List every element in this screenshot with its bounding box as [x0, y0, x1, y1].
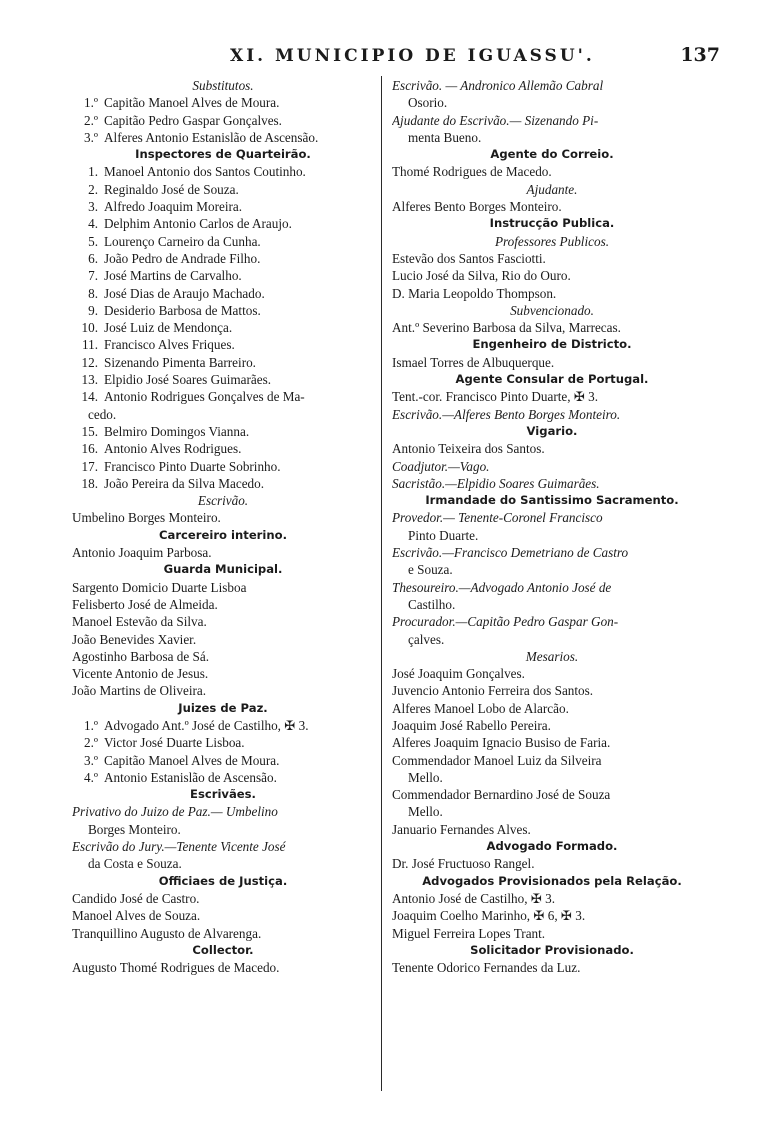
section-heading	[392, 873, 712, 890]
entry-text: Delphim Antonio Carlos de Araujo.	[104, 216, 292, 232]
entry-text: Francisco Pinto Duarte Sobrinho.	[104, 458, 281, 474]
entry-line	[392, 855, 712, 872]
role-entry	[392, 112, 712, 129]
entry-number: 9.	[88, 302, 98, 318]
role-label: Escrivão.	[392, 545, 443, 561]
entry-number: 15.	[81, 423, 98, 439]
entry-line	[72, 509, 374, 526]
role-label: Procurador.	[392, 614, 456, 630]
subsection-heading-text: Substitutos.	[192, 78, 254, 93]
numbered-entry	[72, 354, 374, 371]
numbered-entry	[72, 129, 374, 146]
entry-line	[392, 163, 712, 180]
entry-text: José Martins de Carvalho.	[104, 268, 242, 284]
entry-text: Tranquillino Augusto de Alvarenga.	[72, 925, 262, 941]
entry-line	[392, 734, 712, 751]
continuation-text: da Costa e Souza.	[88, 856, 182, 872]
entry-continuation	[392, 94, 712, 111]
entry-number: 5.	[88, 233, 98, 249]
role-holder: —Tenente Vicente José	[164, 839, 286, 855]
numbered-entry	[72, 163, 374, 180]
entry-text: Alfredo Joaquim Moreira.	[104, 199, 243, 215]
entry-line	[72, 665, 374, 682]
section-heading-text: Vigario.	[526, 423, 578, 438]
section-heading	[72, 146, 374, 163]
entry-line	[392, 925, 712, 942]
entry-number: 11.	[82, 337, 98, 353]
role-entry	[392, 544, 712, 561]
entry-number: 4.	[88, 216, 98, 232]
entry-text: Januario Fernandes Alves.	[392, 821, 531, 837]
entry-line	[392, 285, 712, 302]
entry-line	[392, 250, 712, 267]
entry-line	[72, 544, 374, 561]
entry-text: José Joaquim Gonçalves.	[392, 666, 525, 682]
entry-number: 1.º	[84, 95, 98, 111]
entry-text: João Pedro de Andrade Filho.	[104, 250, 261, 266]
entry-text: João Martins de Oliveira.	[72, 683, 207, 699]
subsection-heading-text: Ajudante.	[526, 181, 578, 197]
section-heading-text: Carcereiro interino.	[158, 527, 287, 542]
numbered-entry	[72, 423, 374, 440]
numbered-entry	[72, 458, 374, 475]
entry-number: 3.º	[84, 129, 98, 145]
role-entry	[392, 579, 712, 596]
entry-text: Alferes Joaquim Ignacio Busiso de Faria.	[392, 735, 611, 751]
entry-text: João Benevides Xavier.	[72, 631, 197, 647]
section-heading	[392, 423, 712, 440]
role-entry	[392, 77, 712, 94]
section-heading	[392, 942, 712, 959]
entry-number: 16.	[81, 441, 98, 457]
entry-number: 8.	[88, 285, 98, 301]
role-label: Privativo do Juizo de Paz.	[72, 804, 211, 820]
entry-text: Thomé Rodrigues de Macedo.	[392, 164, 552, 180]
continuation-text: Mello.	[408, 769, 443, 785]
entry-text: Vicente Antonio de Jesus.	[72, 666, 209, 682]
continuation-text: çalves.	[408, 631, 445, 647]
entry-number: 17.	[81, 458, 98, 474]
entry-continuation	[392, 561, 712, 578]
entry-number: 13.	[81, 372, 98, 388]
entry-text: Antonio Alves Rodrigues.	[104, 441, 242, 457]
continuation-text: Osorio.	[408, 95, 448, 111]
entry-line	[392, 354, 712, 371]
column-divider	[381, 76, 382, 1091]
subsection-heading-text: Mesarios.	[525, 648, 579, 664]
entry-text: Reginaldo José de Souza.	[104, 181, 239, 197]
entry-line	[72, 613, 374, 630]
section-heading	[392, 838, 712, 855]
subsection-heading	[392, 648, 712, 665]
role-entry	[392, 509, 712, 526]
entry-number: 2.	[88, 181, 98, 197]
entry-text: Tenente Odorico Fernandes da Luz.	[392, 960, 581, 976]
entry-line	[392, 821, 712, 838]
subsection-heading	[392, 233, 712, 250]
numbered-entry	[72, 198, 374, 215]
entry-text: D. Maria Leopoldo Thompson.	[392, 285, 557, 301]
entry-text: Tent.-cor. Francisco Pinto Duarte, ✠ 3.	[392, 389, 599, 405]
entry-continuation	[392, 631, 712, 648]
entry-line	[392, 959, 712, 976]
entry-number: 12.	[81, 354, 98, 370]
section-heading	[392, 146, 712, 163]
role-holder: —Elpidio Soares Guimarães.	[445, 475, 600, 491]
entry-text: José Luiz de Mendonça.	[104, 320, 233, 336]
role-holder: —Advogado Antonio José de	[458, 579, 612, 595]
role-entry	[392, 475, 712, 492]
numbered-entry	[72, 371, 374, 388]
continuation-text: cedo.	[88, 406, 117, 422]
entry-text: José Dias de Araujo Machado.	[104, 285, 265, 301]
entry-text: Ant.º Severino Barbosa da Silva, Marrecas.	[392, 320, 621, 336]
entry-line	[392, 752, 712, 769]
subsection-heading	[392, 181, 712, 198]
entry-text: Dr. José Fructuoso Rangel.	[392, 856, 535, 872]
entry-line	[72, 890, 374, 907]
entry-text: Sizenando Pimenta Barreiro.	[104, 354, 256, 370]
section-heading-text: Inspectores de Quarteirão.	[135, 147, 311, 162]
subsection-heading	[392, 302, 712, 319]
entry-text: Miguel Ferreira Lopes Trant.	[392, 925, 546, 941]
entry-line	[392, 700, 712, 717]
continuation-text: Pinto Duarte.	[408, 527, 479, 543]
section-heading	[72, 527, 374, 544]
numbered-entry	[72, 94, 374, 111]
subsection-heading-text: Subvencionado.	[510, 302, 594, 318]
role-holder: —Alferes Bento Borges Monteiro.	[442, 406, 621, 422]
entry-text: Antonio Estanislão de Ascensão.	[104, 769, 277, 785]
entry-text: Alferes Manoel Lobo de Alarcão.	[392, 700, 569, 716]
section-heading	[392, 215, 712, 232]
role-holder: — Tenente-Coronel Francisco	[443, 510, 603, 526]
role-entry	[72, 838, 374, 855]
role-entry	[72, 803, 374, 820]
entry-text: Joaquim Coelho Marinho, ✠ 6, ✠ 3.	[392, 908, 586, 924]
entry-text: Antonio Teixeira dos Santos.	[392, 441, 545, 457]
entry-text: Capitão Manoel Alves de Moura.	[104, 752, 280, 768]
section-heading	[392, 336, 712, 353]
entry-number: 2.º	[84, 112, 98, 128]
section-heading-text: Engenheiro de Districto.	[472, 337, 632, 352]
section-heading	[72, 561, 374, 578]
section-heading-text: Advogado Formado.	[486, 839, 618, 854]
entry-text: Augusto Thomé Rodrigues de Macedo.	[72, 960, 280, 976]
section-heading-text: Juizes de Paz.	[178, 700, 268, 715]
section-heading-text: Officiaes de Justiça.	[158, 873, 288, 888]
role-label: Sacristão.	[392, 475, 446, 491]
numbered-entry	[72, 267, 374, 284]
entry-continuation	[72, 821, 374, 838]
section-heading	[72, 700, 374, 717]
entry-line	[392, 440, 712, 457]
entry-line	[72, 596, 374, 613]
role-label: Escrivão do Jury.	[72, 839, 165, 855]
numbered-entry	[72, 250, 374, 267]
entry-line	[392, 717, 712, 734]
role-label: Escrivão.	[392, 406, 443, 422]
entry-text: Commendador Manoel Luiz da Silveira	[392, 752, 602, 768]
entry-number: 14.	[81, 389, 98, 405]
numbered-entry	[72, 181, 374, 198]
entry-line	[392, 890, 712, 907]
entry-line	[72, 682, 374, 699]
page-number: 137	[680, 44, 720, 66]
entry-number: 6.	[88, 250, 98, 266]
continuation-text: menta Bueno.	[408, 129, 482, 145]
entry-text: Belmiro Domingos Vianna.	[104, 423, 250, 439]
section-heading-text: Agente Consular de Portugal.	[455, 372, 649, 387]
role-entry	[392, 406, 712, 423]
right-column	[392, 77, 712, 976]
entry-line	[392, 267, 712, 284]
entry-text: Juvencio Antonio Ferreira dos Santos.	[392, 683, 594, 699]
entry-text: Francisco Alves Friques.	[104, 337, 235, 353]
role-holder: —Vago.	[448, 458, 490, 474]
entry-continuation	[392, 527, 712, 544]
role-label: Ajudante do Escrivão.	[392, 112, 510, 128]
section-heading-text: Irmandade do Santissimo Sacramento.	[425, 493, 679, 508]
entry-text: Felisberto José de Almeida.	[72, 596, 218, 612]
left-column	[72, 77, 374, 976]
continuation-text: Castilho.	[408, 596, 456, 612]
numbered-entry	[72, 215, 374, 232]
entry-number: 1.	[88, 164, 98, 180]
entry-number: 3.	[88, 199, 98, 215]
continuation-text: Mello.	[408, 804, 443, 820]
entry-number: 1.º	[84, 717, 98, 733]
numbered-entry	[72, 319, 374, 336]
entry-text: Alferes Antonio Estanislão de Ascensão.	[104, 129, 319, 145]
entry-text: João Pereira da Silva Macedo.	[104, 475, 265, 491]
role-holder: —Capitão Pedro Gaspar Gon-	[455, 614, 619, 630]
entry-text: Estevão dos Santos Fasciotti.	[392, 250, 546, 266]
entry-text: Manoel Alves de Souza.	[72, 908, 201, 924]
section-heading	[72, 873, 374, 890]
role-label: Escrivão.	[392, 78, 443, 93]
entry-continuation	[392, 596, 712, 613]
entry-line	[392, 682, 712, 699]
entry-text: Candido José de Castro.	[72, 890, 200, 906]
entry-text: Desiderio Barbosa de Mattos.	[104, 302, 261, 318]
entry-line	[392, 907, 712, 924]
entry-line	[72, 648, 374, 665]
entry-text: Antonio José de Castilho, ✠ 3.	[392, 890, 556, 906]
entry-line	[72, 631, 374, 648]
entry-text: Agostinho Barbosa de Sá.	[72, 648, 209, 664]
entry-line	[392, 319, 712, 336]
entry-text: Commendador Bernardino José de Souza	[392, 787, 611, 803]
section-heading-text: Agente do Correio.	[490, 147, 614, 162]
entry-text: Ismael Torres de Albuquerque.	[392, 354, 555, 370]
numbered-entry	[72, 440, 374, 457]
numbered-entry	[72, 112, 374, 129]
entry-line	[392, 665, 712, 682]
role-holder: —Francisco Demetriano de Castro	[442, 545, 629, 561]
section-heading-text: Solicitador Provisionado.	[470, 942, 634, 957]
entry-number: 10.	[81, 320, 98, 336]
numbered-entry	[72, 734, 374, 751]
numbered-entry	[72, 717, 374, 734]
section-heading	[392, 492, 712, 509]
entry-number: 2.º	[84, 735, 98, 751]
section-heading	[392, 371, 712, 388]
role-holder: — Andronico Allemão Cabral	[442, 78, 604, 93]
entry-line	[72, 907, 374, 924]
entry-text: Capitão Pedro Gaspar Gonçalves.	[104, 112, 282, 128]
entry-line	[72, 959, 374, 976]
numbered-entry	[72, 475, 374, 492]
entry-text: Sargento Domicio Duarte Lisboa	[72, 579, 247, 595]
entry-line	[392, 786, 712, 803]
entry-continuation	[72, 855, 374, 872]
numbered-entry	[72, 302, 374, 319]
numbered-entry	[72, 285, 374, 302]
entry-text: Antonio Joaquim Parbosa.	[72, 545, 212, 561]
entry-continuation	[392, 803, 712, 820]
numbered-entry	[72, 752, 374, 769]
section-heading-text: Escrivães.	[190, 787, 256, 802]
section-heading-text: Instrucção Publica.	[489, 216, 615, 231]
entry-text: Alferes Bento Borges Monteiro.	[392, 199, 562, 215]
entry-continuation	[392, 129, 712, 146]
subsection-heading-text: Professores Publicos.	[494, 233, 610, 249]
section-heading	[72, 786, 374, 803]
entry-text: Manoel Antonio dos Santos Coutinho.	[104, 164, 306, 180]
entry-text: Lourenço Carneiro da Cunha.	[104, 233, 261, 249]
entry-line	[72, 925, 374, 942]
entry-number: 18.	[81, 475, 98, 491]
running-header	[80, 38, 720, 70]
entry-continuation	[392, 769, 712, 786]
entry-text: Advogado Ant.º José de Castilho, ✠ 3.	[104, 717, 309, 733]
entry-line	[392, 388, 712, 405]
entry-text: Manoel Estevão da Silva.	[72, 614, 207, 630]
role-entry	[392, 458, 712, 475]
subsection-heading-text: Escrivão.	[197, 493, 249, 509]
entry-text: Joaquim José Rabello Pereira.	[392, 717, 551, 733]
role-label: Coadjutor.	[392, 458, 449, 474]
continuation-text: e Souza.	[408, 562, 453, 578]
entry-text: Lucio José da Silva, Rio do Ouro.	[392, 268, 571, 284]
entry-number: 3.º	[84, 752, 98, 768]
section-heading-text: Guarda Municipal.	[163, 562, 283, 577]
entry-text: Antonio Rodrigues Gonçalves de Ma-	[104, 389, 305, 405]
role-entry	[392, 613, 712, 630]
entry-text: Capitão Manoel Alves de Moura.	[104, 95, 280, 111]
numbered-entry	[72, 233, 374, 250]
section-heading-text: Collector.	[192, 942, 254, 957]
numbered-entry	[72, 769, 374, 786]
numbered-entry	[72, 388, 374, 405]
entry-number: 4.º	[84, 769, 98, 785]
entry-text: Umbelino Borges Monteiro.	[72, 510, 221, 526]
entry-text: Elpidio José Soares Guimarães.	[104, 372, 272, 388]
section-heading	[72, 942, 374, 959]
subsection-heading	[72, 492, 374, 509]
section-heading-text: Advogados Provisionados pela Relação.	[422, 873, 682, 888]
entry-line	[392, 198, 712, 215]
entry-continuation	[72, 406, 374, 423]
subsection-heading	[72, 77, 374, 94]
role-label: Provedor.	[392, 510, 444, 526]
continuation-text: Borges Monteiro.	[88, 821, 181, 837]
numbered-entry	[72, 336, 374, 353]
role-holder: — Umbelino	[210, 804, 278, 820]
entry-number: 7.	[88, 268, 98, 284]
role-holder: — Sizenando Pi-	[509, 112, 599, 128]
role-label: Thesoureiro.	[392, 579, 459, 595]
page-title: XI. MUNICIPIO DE IGUASSU'.	[230, 46, 595, 66]
entry-line	[72, 579, 374, 596]
entry-text: Victor José Duarte Lisboa.	[104, 735, 245, 751]
